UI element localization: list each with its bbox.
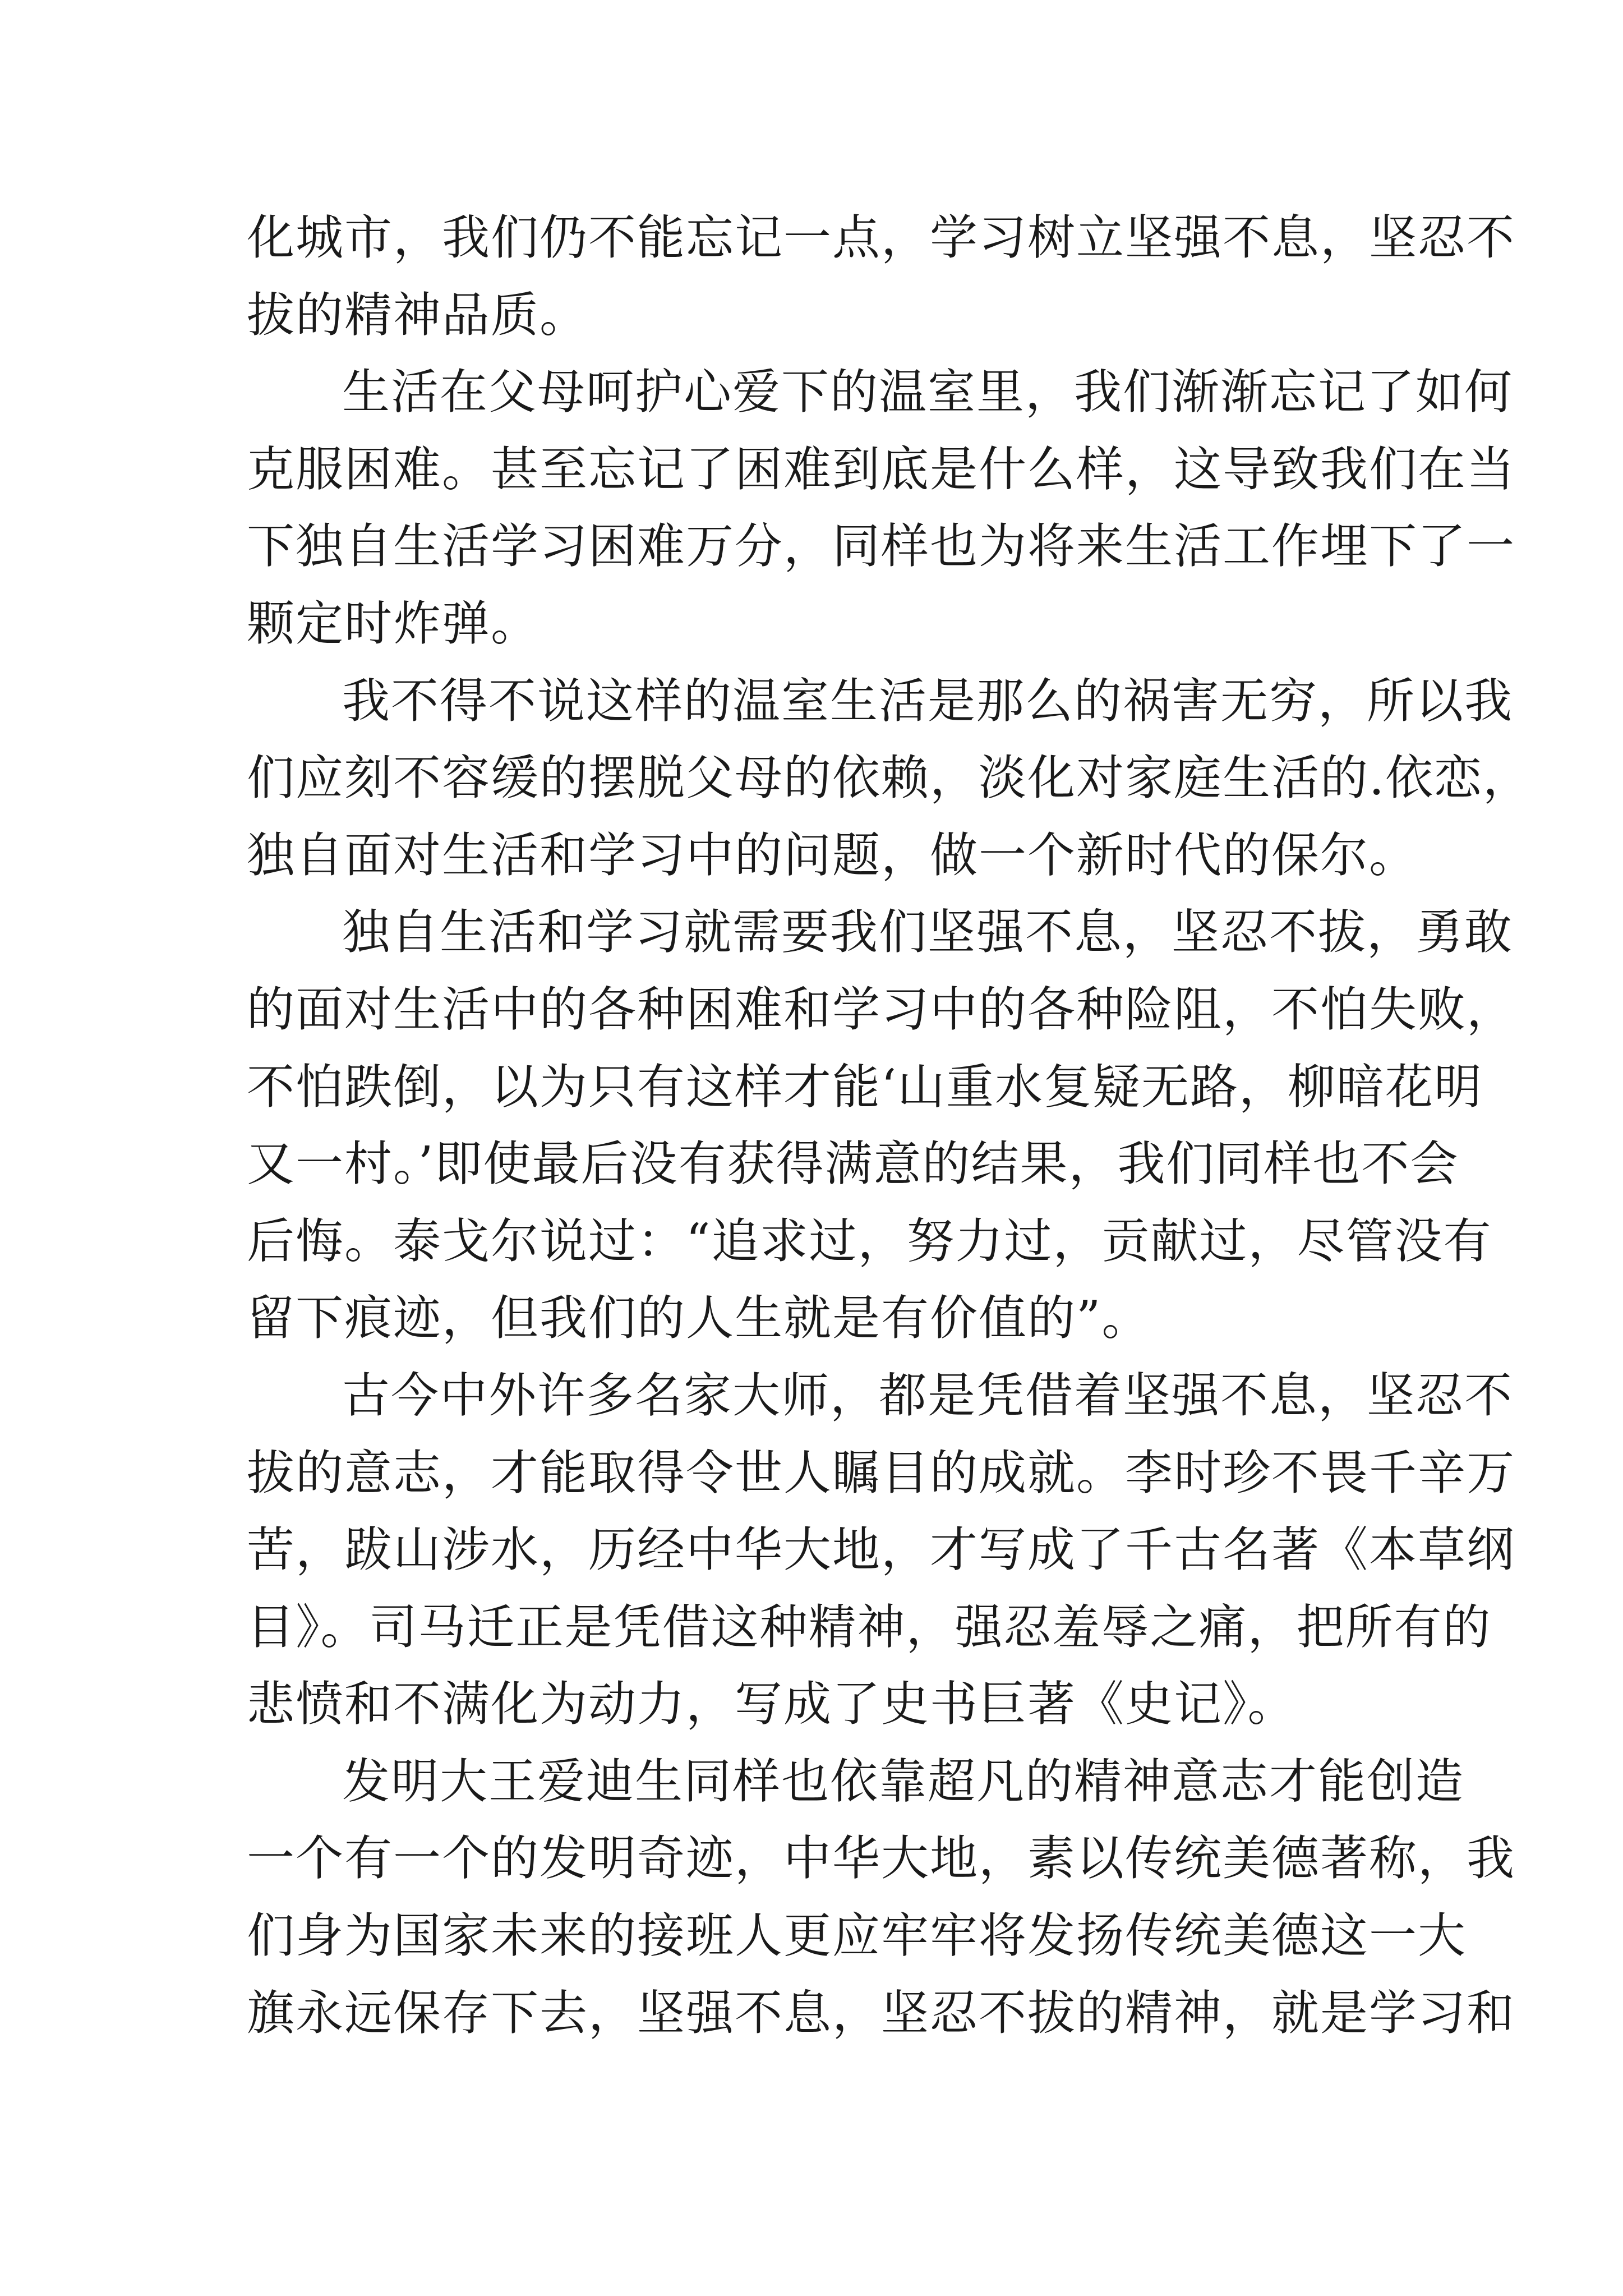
text-line: 悲愤和不满化为动力，写成了史书巨著《史记》。 [247,1677,1297,1733]
text-line: 下独自生活学习困难万分，同样也为将来生活工作埋下了一 [247,519,1516,575]
text-line: 不怕跌倒，以为只有这样才能‘山重水复疑无路，柳暗花明 [247,1059,1483,1115]
paragraph-first-line: 古今中外许多名家大师，都是凭借着坚强不息，坚忍不 [342,1368,1514,1424]
text-line: 后悔。泰戈尔说过：“追求过，努力过，贡献过，尽管没有 [247,1213,1492,1269]
text-line: 独自面对生活和学习中的问题，做一个新时代的保尔。 [247,827,1418,884]
text-line: 拔的精神品质。 [247,287,589,343]
text-line: 们应刻不容缓的摆脱父母的依赖，淡化对家庭生活的.依恋， [247,751,1532,807]
paragraph-first-line: 生活在父母呵护心爱下的温室里，我们渐渐忘记了如何 [342,365,1514,421]
text-line: 化城市，我们仍不能忘记一点，学习树立坚强不息，坚忍不 [247,210,1516,266]
paragraph-first-line: 我不得不说这样的温室生活是那么的祸害无穷，所以我 [342,673,1514,729]
text-line: 们身为国家未来的接班人更应牢牢将发扬传统美德这一大 [247,1908,1467,1964]
text-line: 目》。司马迁正是凭借这种精神，强忍羞辱之痛，把所有的 [247,1599,1492,1655]
body-text [247,200,1532,2052]
text-line: 又一村。’即使最后没有获得满意的结果，我们同样也不会 [247,1137,1459,1193]
text-line: 克服困难。甚至忘记了困难到底是什么样，这导致我们在当 [247,441,1516,498]
text-line: 留下痕迹，但我们的人生就是有价值的”。 [247,1291,1151,1347]
text-line: 拔的意志，才能取得令世人瞩目的成就。李时珍不畏千辛万 [247,1445,1516,1501]
text-line: 一个有一个的发明奇迹，中华大地，素以传统美德著称，我 [247,1831,1516,1887]
text-line: 颗定时炸弹。 [247,596,540,652]
paragraph-first-line: 发明大王爱迪生同样也依靠超凡的精神意志才能创造 [342,1754,1465,1810]
text-line: 的面对生活中的各种困难和学习中的各种险阻，不怕失败， [247,982,1516,1038]
paragraph-first-line: 独自生活和学习就需要我们坚强不息，坚忍不拔，勇敢 [342,905,1514,961]
text-line: 旗永远保存下去，坚强不息，坚忍不拔的精神，就是学习和 [247,1985,1516,2041]
text-line: 苦，跋山涉水，历经中华大地，才写成了千古名著《本草纲 [247,1522,1516,1579]
